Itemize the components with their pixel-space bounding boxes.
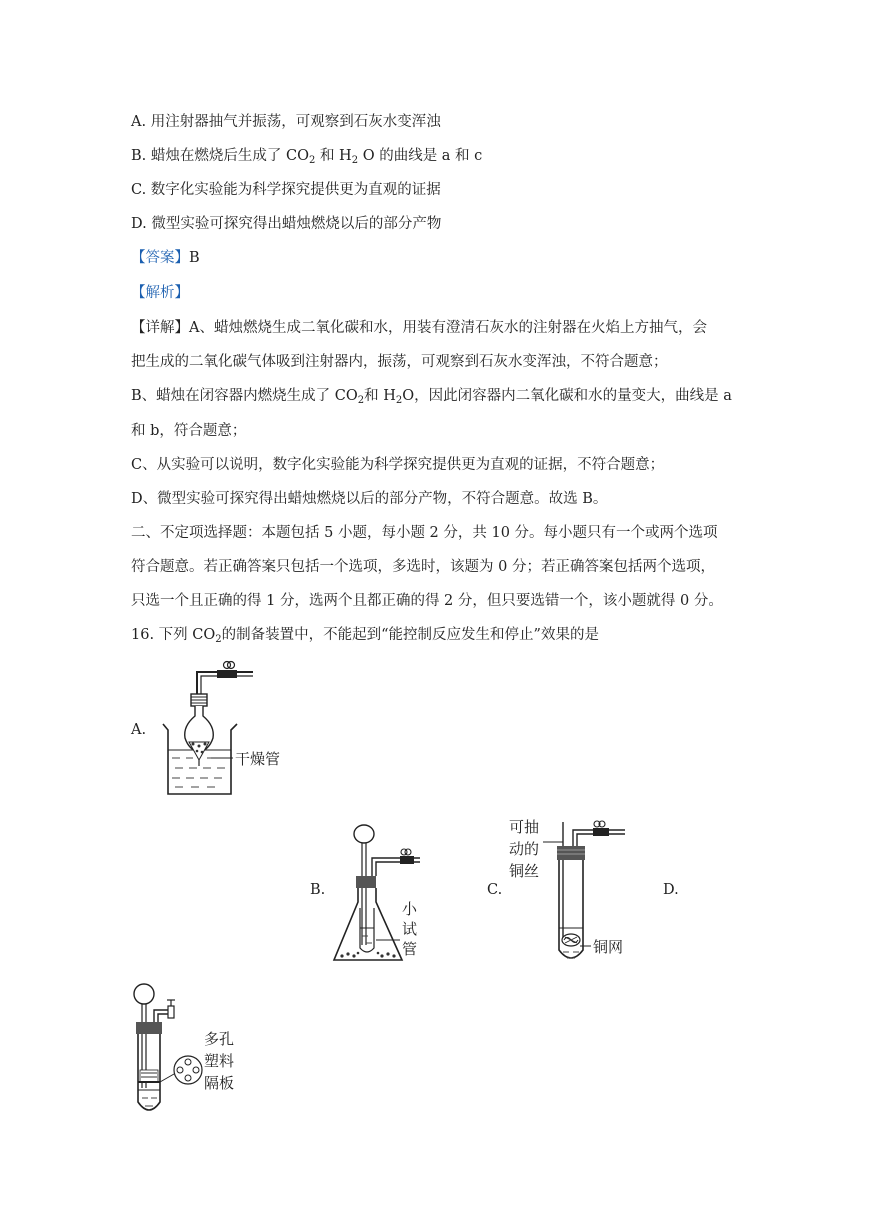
- detail-line-4: 和 b，符合题意；: [131, 423, 247, 439]
- figure-a-apparatus: [155, 660, 295, 802]
- detail-text: O，因此闭容器内二氧化碳和水的量变大，曲线是 a: [402, 388, 732, 404]
- figure-b-apparatus: [330, 820, 430, 970]
- answer-value: B: [189, 250, 200, 266]
- section2-line-2: 符合题意。若正确答案只包括一个选项，多选时，该题为 0 分；若正确答案包括两个选项，: [131, 559, 715, 575]
- option-a: A. 用注射器抽气并振荡，可观察到石灰水变浑浊: [131, 114, 441, 130]
- option-b-text: O 的曲线是 a 和 c: [358, 148, 483, 164]
- figure-label-d: D.: [663, 882, 679, 898]
- detail-line-6: D、微型实验可探究得出蜡烛燃烧以后的部分产物，不符合题意。故选 B。: [131, 491, 608, 507]
- label-copper-wire: 动的: [509, 840, 540, 858]
- label-copper-wire: 铜丝: [509, 862, 540, 880]
- detail-text: 和 H: [364, 388, 396, 404]
- label-small-tube: 小: [402, 900, 418, 918]
- label-porous-plate: 隔板: [204, 1074, 235, 1092]
- option-c: C. 数字化实验能为科学探究提供更为直观的证据: [131, 182, 441, 198]
- label-porous-plate: 多孔: [204, 1030, 235, 1048]
- analysis-tag: 【解析】: [131, 285, 189, 301]
- section2-line-3: 只选一个且正确的得 1 分，选两个且都正确的得 2 分，但只要选错一个，该小题就得 0 分。: [131, 593, 723, 609]
- subscript: 2: [357, 395, 365, 406]
- figure-d-apparatus: [128, 978, 248, 1120]
- label-small-tube: 管: [402, 940, 418, 958]
- figure-c-apparatus: [507, 816, 647, 968]
- subscript: 2: [351, 155, 359, 166]
- detail-line-2: 把生成的二氧化碳气体吸到注射器内，振荡，可观察到石灰水变浑浊，不符合题意；: [131, 354, 668, 370]
- figure-label-b: B.: [310, 882, 326, 898]
- section2-line-1: 二、不定项选择题：本题包括 5 小题，每小题 2 分，共 10 分。每小题只有一个或两个选项: [131, 525, 718, 541]
- label-porous-plate: 塑料: [204, 1052, 235, 1070]
- figure-label-c: C.: [487, 882, 503, 898]
- question-16: [131, 625, 599, 645]
- option-b-text: B. 蜡烛在燃烧后生成了 CO: [131, 148, 309, 164]
- label-drying-tube: 干燥管: [235, 750, 281, 768]
- detail-line-1: 【详解】A、蜡烛燃烧生成二氧化碳和水，用装有澄清石灰水的注射器在火焰上方抽气，会: [131, 320, 707, 336]
- subscript: 2: [395, 395, 403, 406]
- detail-line-5: C、从实验可以说明，数字化实验能为科学探究提供更为直观的证据，不符合题意；: [131, 457, 665, 473]
- label-copper-wire: 可抽: [509, 818, 540, 836]
- option-d: D. 微型实验可探究得出蜡烛燃烧以后的部分产物: [131, 216, 442, 232]
- answer-tag: 【答案】: [131, 250, 189, 266]
- option-b: [131, 146, 482, 166]
- subscript: 2: [215, 634, 222, 645]
- question-text: 的制备装置中，不能起到“能控制反应发生和停止”效果的是: [221, 627, 599, 643]
- subscript: 2: [308, 155, 316, 166]
- answer-line: [131, 248, 200, 268]
- question-text: 16. 下列 CO: [131, 627, 216, 643]
- option-b-text: 和 H: [315, 148, 352, 164]
- detail-text: B、蜡烛在闭容器内燃烧生成了 CO: [131, 388, 358, 404]
- label-small-tube: 试: [402, 920, 418, 938]
- label-copper-mesh: 铜网: [593, 938, 624, 956]
- figure-label-a: A.: [131, 722, 147, 738]
- detail-line-3: [131, 386, 732, 406]
